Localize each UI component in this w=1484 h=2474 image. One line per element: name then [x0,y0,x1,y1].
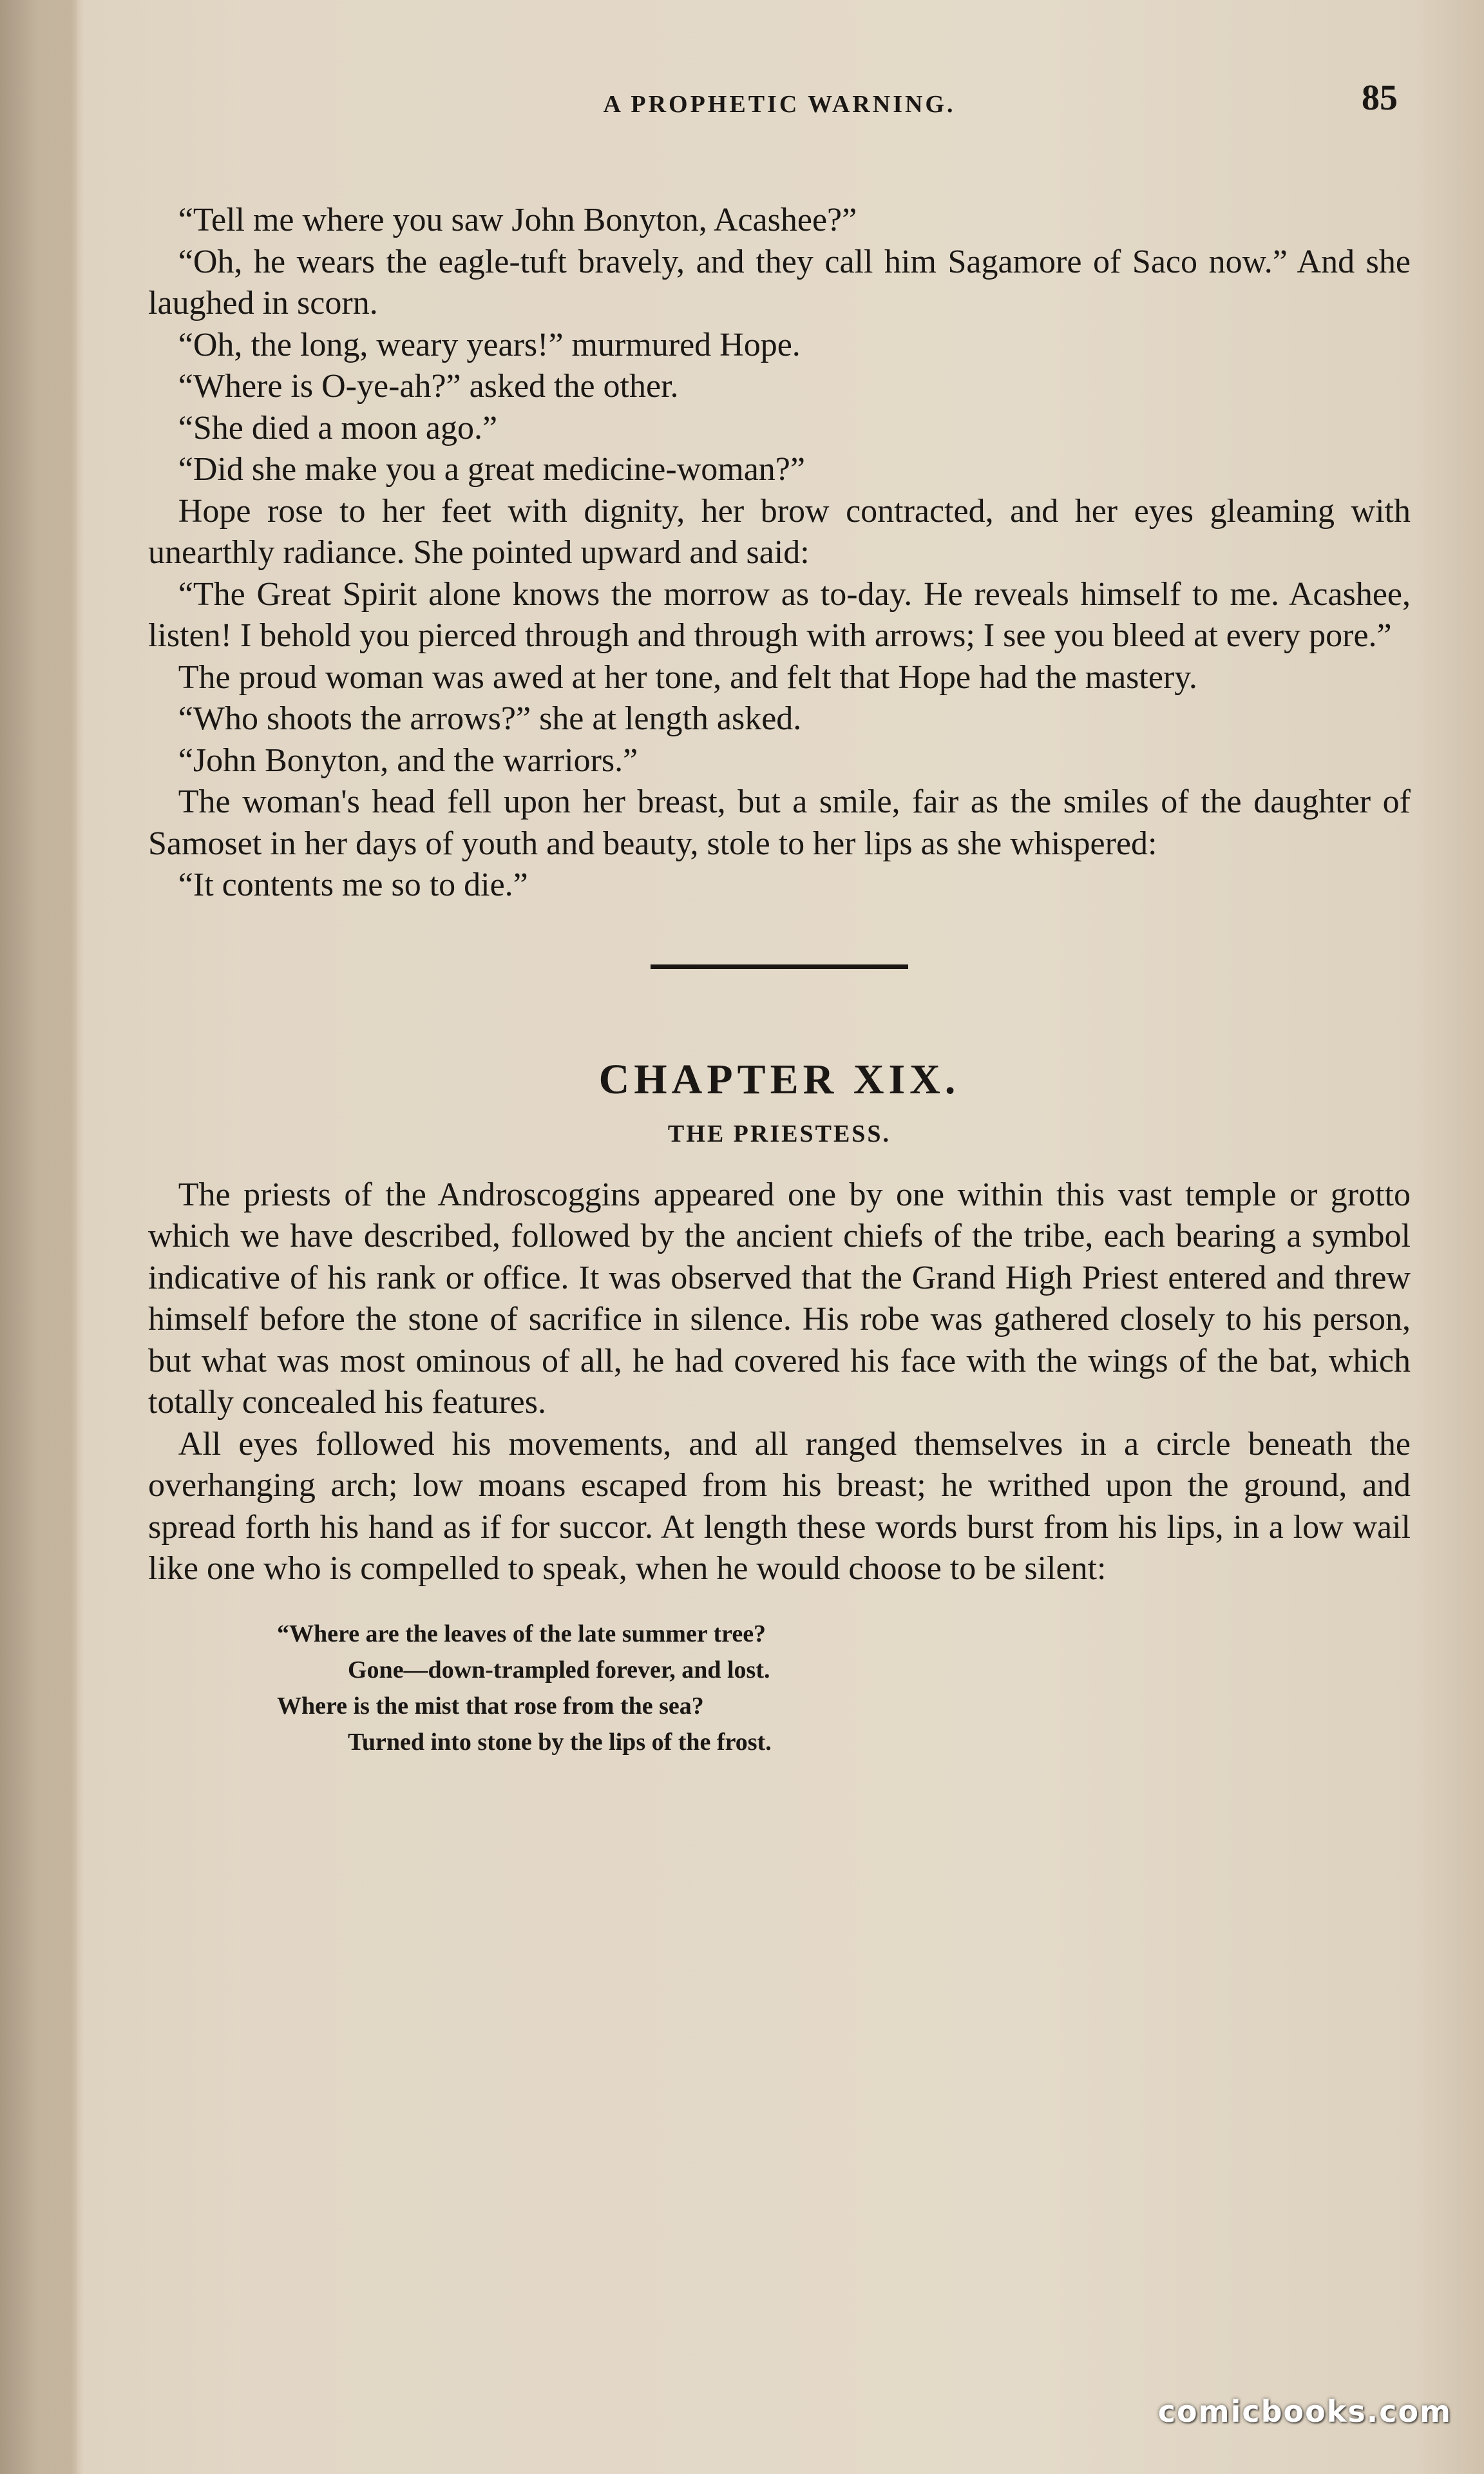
verse-line: Turned into stone by the lips of the frost. [348,1728,772,1756]
paragraph: “Tell me where you saw John Bonyton, Acashee?” [178,202,857,238]
site-watermark: comicbooks.com [1157,2394,1452,2429]
paragraph: Hope rose to her feet with dignity, her brow contracted, and her eyes gleaming with unearthly radiance. She pointed upward and said: [148,492,1411,571]
paragraph: “Oh, he wears the eagle-tuft bravely, and they call him Sagamore of Saco now.” And she laughed in scorn. [148,243,1411,321]
chapter-subtitle: THE PRIESTESS. [667,1120,891,1147]
verse-line: Where is the mist that rose from the sea? [277,1692,704,1720]
paragraph: The priests of the Androscoggins appeared one by one within this vast temple or grotto which we have described, followed by the ancient chiefs of the tribe, each bearing a symbol indicative of his rank or office. It was observed that the Grand High Priest entered and threw himself before the stone of sacrifice in silence. His robe was gathered closely to his person, but what was most ominous of all, he had covered his face with the wings of the bat, which totally concealed his features. [148,1176,1411,1421]
paragraph: All eyes followed his movements, and all ranged themselves in a circle beneath the overhanging arch; low moans escaped from his breast; he writhed upon the ground, and spread forth his hand as if for succor. At length these words burst from his lips, in a low wail like one who is compelled to speak, when he would choose to be silent: [148,1425,1411,1587]
paragraph: “Who shoots the arrows?” she at length asked. [178,700,802,737]
paragraph: “The Great Spirit alone knows the morrow as to-day. He reveals himself to me. Acashee, listen! I behold you pierced through and through with arrows; I see you bleed at every pore.” [148,575,1411,654]
verse-line: “Where are the leaves of the late summer tree? [277,1620,766,1647]
verse-block [148,1616,1411,1760]
paragraph: “It contents me so to die.” [178,867,528,903]
chapter-title: CHAPTER XIX. [598,1055,960,1103]
book-page [148,71,1411,2390]
running-title: A PROPHETIC WARNING. [603,91,956,118]
section-divider [651,964,908,969]
paragraph: “Where is O-ye-ah?” asked the other. [178,368,679,405]
book-spine-shadow [0,0,77,2474]
paragraph: “Oh, the long, weary years!” murmured Hope. [178,326,801,363]
paragraph: “Did she make you a great medicine-woman?” [178,451,805,488]
page-body [148,200,1411,1760]
paragraph: The proud woman was awed at her tone, and felt that Hope had the mastery. [178,658,1197,696]
page-number: 85 [1362,78,1398,118]
paragraph: The woman's head fell upon her breast, but a smile, fair as the smiles of the daughter of Samoset in her days of youth and beauty, stole to her lips as she whispered: [148,783,1411,862]
paragraph: “She died a moon ago.” [178,409,498,446]
paragraph: “John Bonyton, and the warriors.” [178,742,638,779]
verse-line: Gone—down-trampled forever, and lost. [348,1656,770,1683]
